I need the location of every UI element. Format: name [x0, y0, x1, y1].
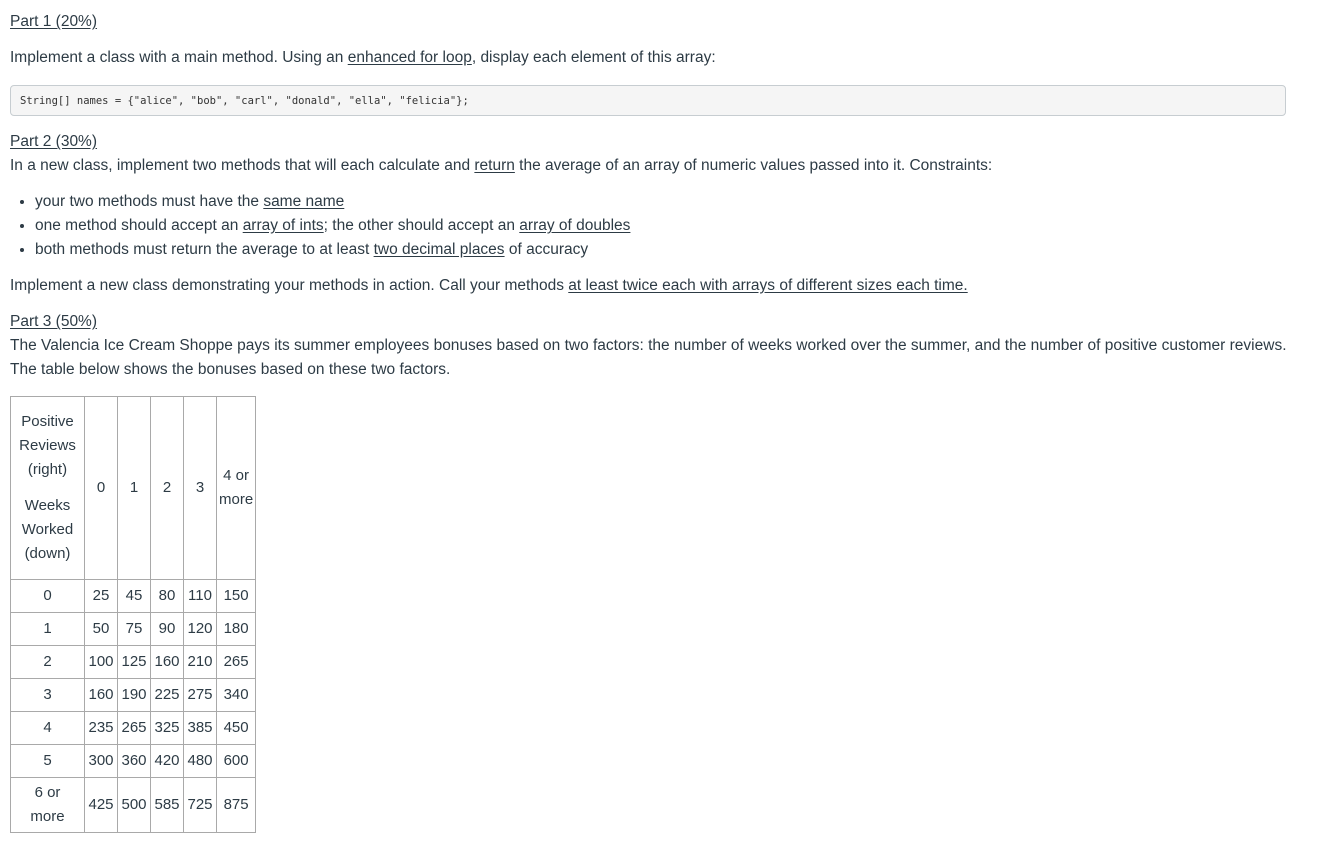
column-header: 4 or more: [217, 397, 256, 580]
corner-line: Weeks: [24, 497, 71, 514]
part1-instructions: [10, 46, 1309, 70]
table-cell: 160: [85, 679, 118, 712]
table-cell: 125: [118, 646, 151, 679]
table-cell: 180: [217, 613, 256, 646]
table-row: [11, 646, 256, 679]
table-cell: 500: [118, 778, 151, 833]
table-cell: 90: [151, 613, 184, 646]
constraints-list: [10, 190, 1309, 262]
table-cell: 480: [184, 745, 217, 778]
constraint-item: [35, 214, 1309, 238]
row-label: 3: [11, 679, 85, 712]
part2-intro-text-end: the average of an array of numeric values passed into it. Constraints:: [514, 157, 993, 174]
table-cell: 385: [184, 712, 217, 745]
corner-line: (down): [24, 545, 71, 562]
table-cell: 75: [118, 613, 151, 646]
table-cell: 425: [85, 778, 118, 833]
row-label: 1: [11, 613, 85, 646]
code-block: String[] names = {"alice", "bob", "carl", "donald", "ella", "felicia"};: [10, 85, 1286, 116]
table-cell: 875: [217, 778, 256, 833]
table-cell: 80: [151, 580, 184, 613]
table-row: [11, 745, 256, 778]
table-cell: 210: [184, 646, 217, 679]
table-cell: 265: [217, 646, 256, 679]
table-row: [11, 778, 256, 833]
table-row: [11, 580, 256, 613]
table-cell: 150: [217, 580, 256, 613]
table-cell: 25: [85, 580, 118, 613]
table-cell: 190: [118, 679, 151, 712]
table-cell: 585: [151, 778, 184, 833]
constraint-item: [35, 238, 1309, 262]
table-corner-header: [11, 397, 85, 580]
table-row: [11, 613, 256, 646]
constraint-item: [35, 190, 1309, 214]
table-cell: 300: [85, 745, 118, 778]
enhanced-for-loop-link: enhanced for loop: [347, 49, 472, 66]
row-label: 6 or more: [11, 778, 85, 833]
corner-spacer: [13, 482, 82, 494]
row-label: 5: [11, 745, 85, 778]
part2-instructions: [10, 154, 1309, 178]
table-cell: 600: [217, 745, 256, 778]
row-label: 4: [11, 712, 85, 745]
part1-heading-line: [10, 10, 1309, 34]
part1-intro-text: Implement a class with a main method. Using an: [10, 49, 348, 66]
column-header: 3: [184, 397, 217, 580]
corner-line: Worked: [21, 521, 74, 538]
constraint-text: ; the other should accept an: [323, 217, 520, 234]
table-cell: 360: [118, 745, 151, 778]
return-emphasis: return: [474, 157, 515, 174]
part3-heading: Part 3 (50%): [10, 313, 98, 330]
table-cell: 450: [217, 712, 256, 745]
table-cell: 725: [184, 778, 217, 833]
part2-heading: Part 2 (30%): [10, 133, 98, 150]
part1-intro-text-end: , display each element of this array:: [471, 49, 716, 66]
corner-line: Positive: [21, 413, 74, 430]
array-of-doubles-emphasis: array of doubles: [519, 217, 631, 234]
row-label: 2: [11, 646, 85, 679]
array-of-ints-emphasis: array of ints: [242, 217, 324, 234]
table-cell: 110: [184, 580, 217, 613]
table-cell: 235: [85, 712, 118, 745]
same-name-emphasis: same name: [263, 193, 345, 210]
table-cell: 225: [151, 679, 184, 712]
table-cell: 340: [217, 679, 256, 712]
corner-line: Reviews: [19, 437, 76, 454]
column-header: 1: [118, 397, 151, 580]
two-decimal-places-emphasis: two decimal places: [373, 241, 505, 258]
part2-heading-line: [10, 130, 1309, 154]
constraint-text: one method should accept an: [35, 217, 243, 234]
bonus-table: [10, 396, 256, 833]
part1-heading: Part 1 (20%): [10, 13, 98, 30]
bonus-table-header-row: [11, 397, 256, 580]
table-cell: 45: [118, 580, 151, 613]
table-row: [11, 712, 256, 745]
constraint-text: both methods must return the average to at least: [35, 241, 374, 258]
table-cell: 420: [151, 745, 184, 778]
column-header: 2: [151, 397, 184, 580]
table-row: [11, 679, 256, 712]
table-cell: 275: [184, 679, 217, 712]
demo-text: Implement a new class demonstrating your methods in action. Call your methods: [10, 277, 569, 294]
table-cell: 160: [151, 646, 184, 679]
part3-description: The Valencia Ice Cream Shoppe pays its summer employees bonuses based on two factors: the number of weeks worked over the summer, and the number of positive customer reviews. The table below shows the bonuses based on these two factors.: [10, 337, 1287, 378]
table-cell: 325: [151, 712, 184, 745]
corner-line: (right): [27, 461, 68, 478]
part2-demo-instructions: [10, 274, 1309, 298]
constraint-text: your two methods must have the: [35, 193, 264, 210]
table-cell: 265: [118, 712, 151, 745]
table-cell: 100: [85, 646, 118, 679]
part3-heading-line: [10, 310, 1309, 334]
row-label: 0: [11, 580, 85, 613]
table-cell: 50: [85, 613, 118, 646]
table-cell: 120: [184, 613, 217, 646]
constraint-text: of accuracy: [504, 241, 589, 258]
column-header: 0: [85, 397, 118, 580]
part2-intro-text: In a new class, implement two methods that will each calculate and: [10, 157, 475, 174]
demo-emphasis: at least twice each with arrays of different sizes each time.: [568, 277, 968, 294]
